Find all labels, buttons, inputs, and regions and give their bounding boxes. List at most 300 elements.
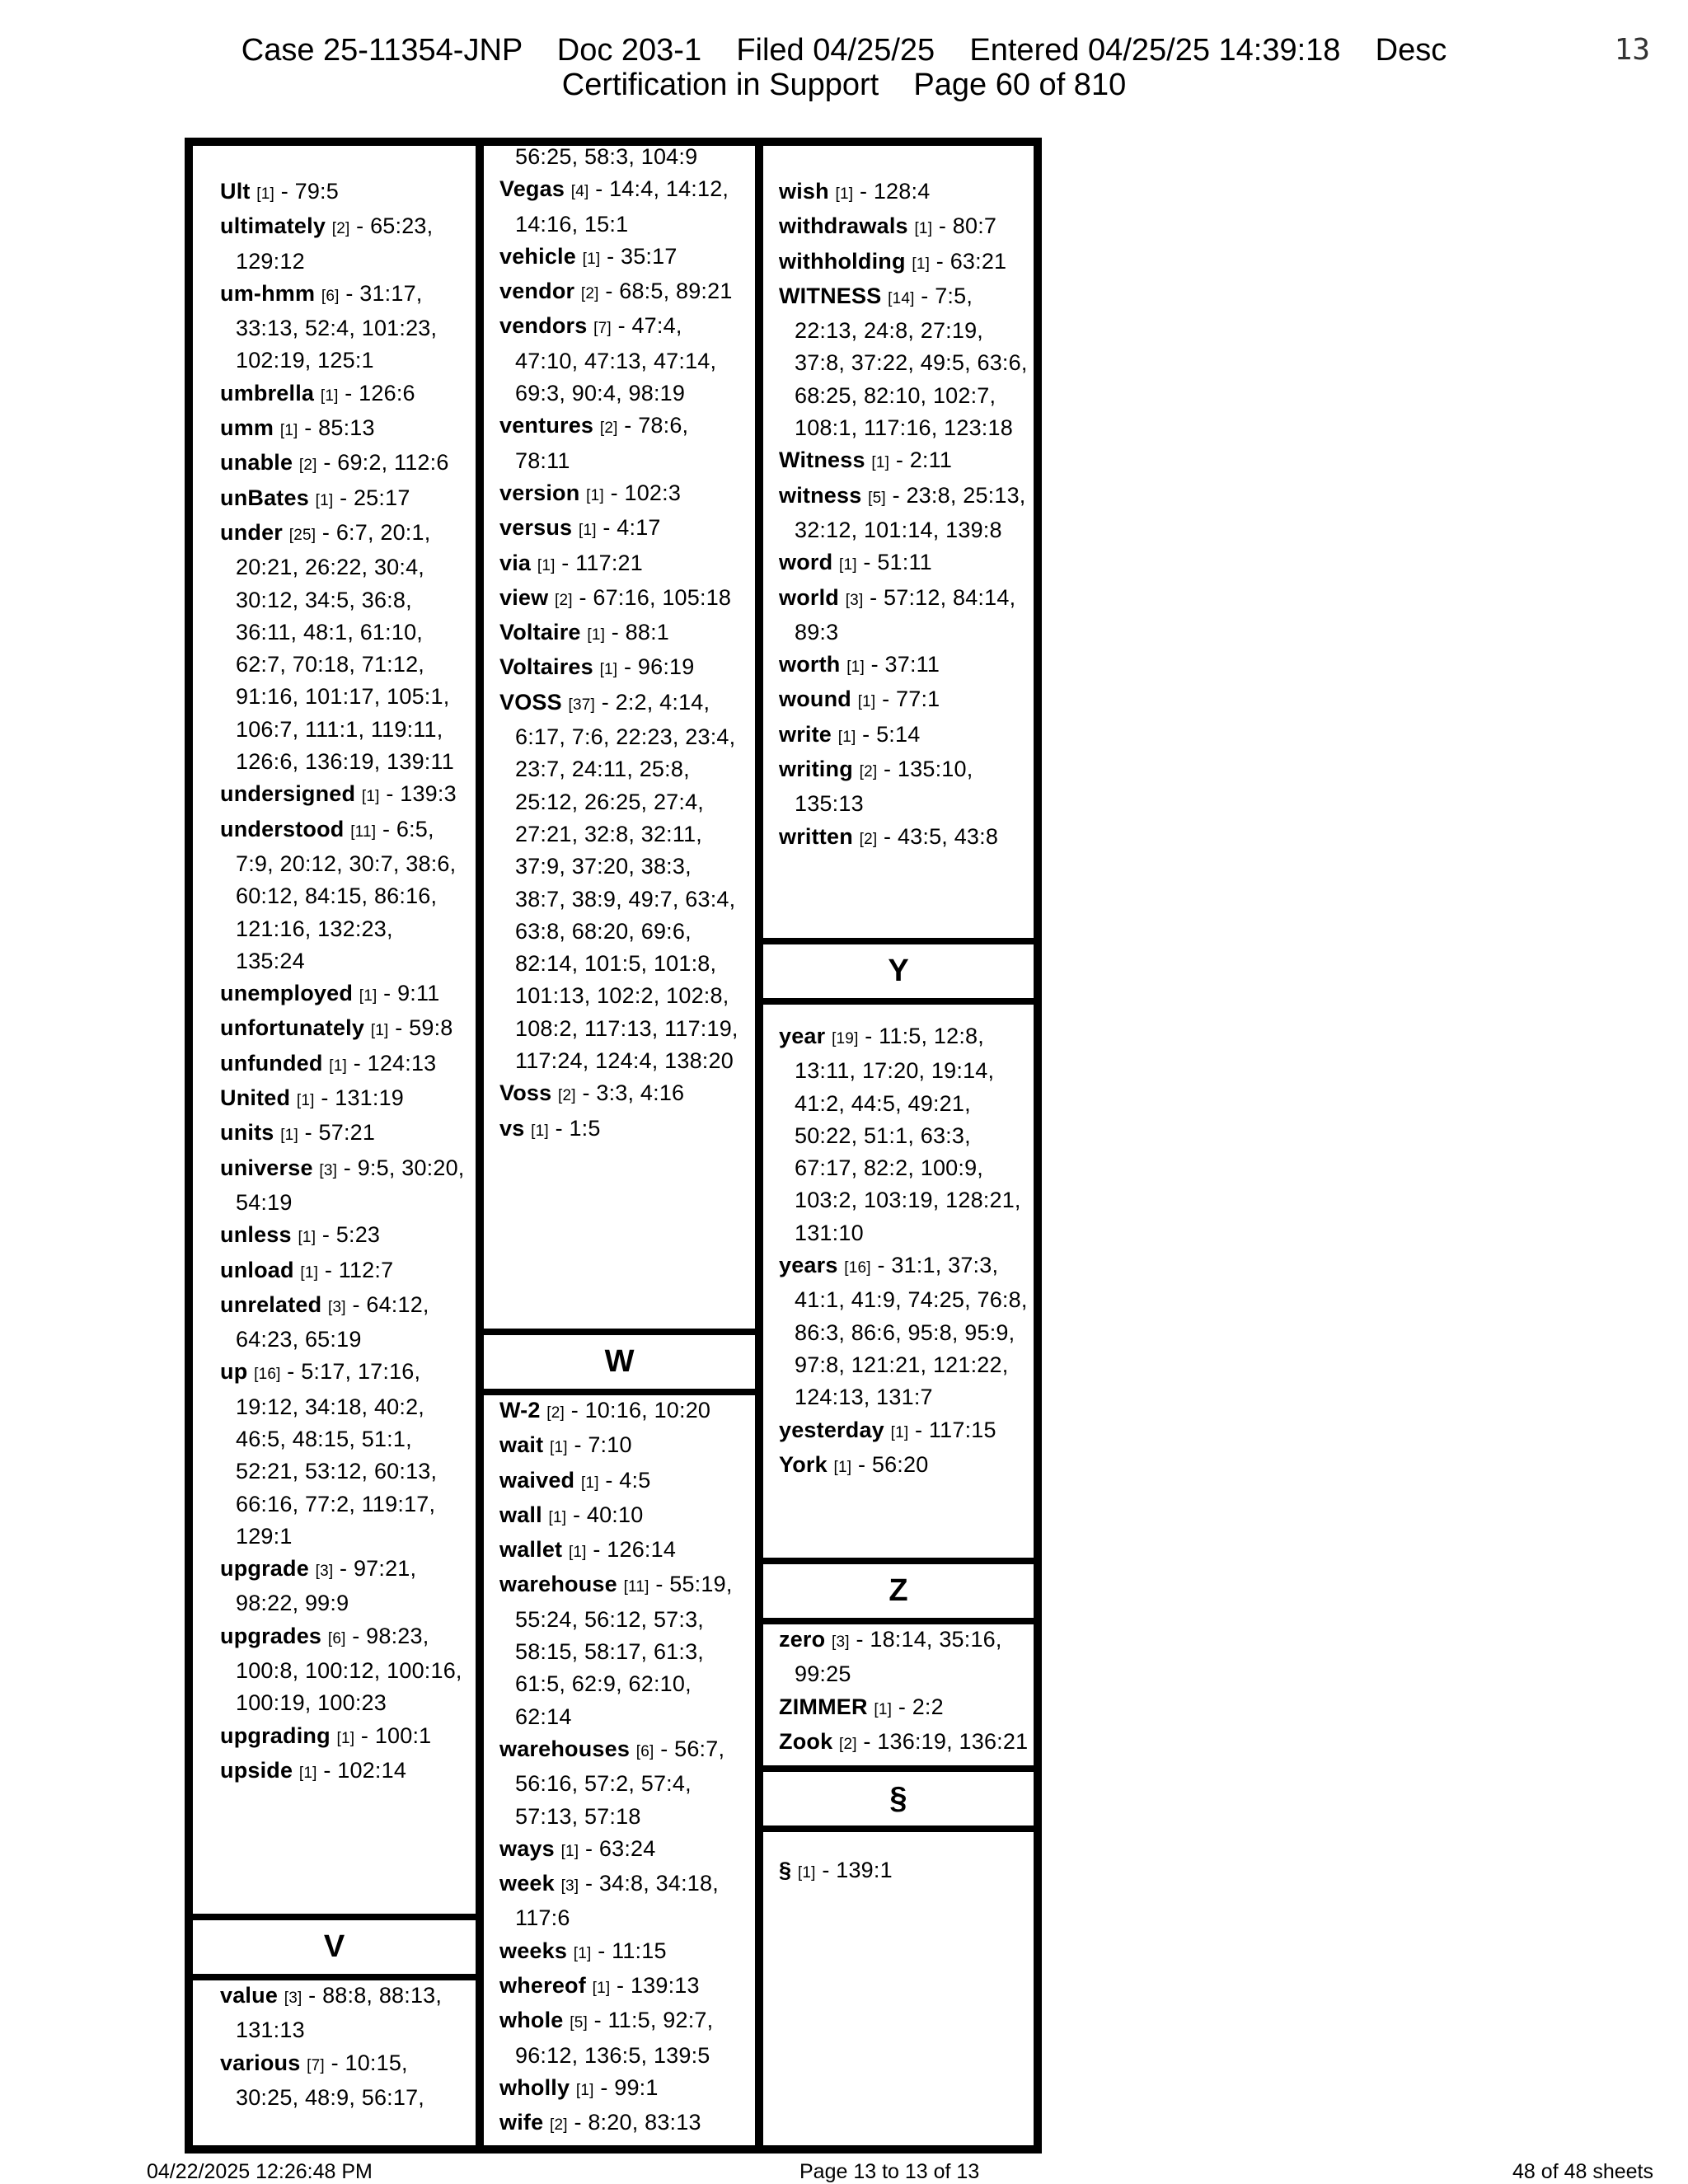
index-entry: [484, 1077, 748, 1112]
section-header-w: W: [484, 1329, 755, 1395]
index-refs: - 57:12, 84:14, 89:3: [795, 584, 1016, 644]
index-entry: [763, 546, 1035, 581]
footer-sheet-count: 48 of 48 sheets: [1512, 2160, 1653, 2183]
index-refs: - 97:21, 98:22, 99:9: [236, 1556, 417, 1616]
index-entry: [204, 1082, 468, 1117]
index-count: [1]: [573, 1944, 592, 1962]
index-count: [2]: [550, 2116, 568, 2135]
index-term: Voltaire: [499, 620, 581, 645]
index-entry: [484, 1868, 748, 1935]
index-refs: - 64:12, 64:23, 65:19: [236, 1291, 429, 1352]
index-entry: [204, 813, 468, 977]
index-refs: - 131:19: [314, 1085, 405, 1111]
index-entry: [484, 1970, 748, 2004]
index-entry: [204, 1620, 468, 1720]
index-count: [1]: [592, 1980, 611, 1998]
index-count: [1]: [914, 220, 933, 238]
index-term: unrelated: [220, 1291, 322, 1317]
index-count: [1]: [280, 1127, 298, 1145]
case-header-line1: Case 25-11354-JNP Doc 203-1 Filed 04/25/25 Entered 04/25/25 14:39:18 Desc: [241, 33, 1447, 68]
index-count: [16]: [844, 1259, 871, 1277]
index-entry: [484, 173, 748, 241]
case-header-line2: Certification in Support Page 60 of 810: [561, 68, 1127, 102]
index-refs: - 85:13: [298, 415, 375, 441]
index-count: [1]: [912, 255, 931, 273]
index-refs: - 40:10: [566, 1502, 644, 1527]
index-term: upside: [220, 1757, 293, 1783]
index-entry: [763, 1020, 1035, 1249]
index-entry: [204, 482, 468, 517]
index-refs: - 23:8, 25:13, 32:12, 101:14, 139:8: [795, 482, 1026, 542]
index-count: [7]: [593, 320, 612, 338]
index-term: umm: [220, 415, 274, 441]
index-count: [1]: [315, 491, 334, 509]
index-entry: [484, 275, 748, 310]
index-term: wound: [779, 687, 851, 712]
index-entry: [204, 1553, 468, 1620]
index-term: vendor: [499, 279, 575, 304]
index-entry: [763, 280, 1035, 444]
index-refs: - 25:17: [333, 485, 410, 510]
index-count: [1]: [548, 1508, 567, 1526]
index-refs: - 126:6: [338, 380, 415, 405]
index-entry: [763, 1414, 1035, 1449]
index-refs: - 56:20: [851, 1451, 929, 1477]
index-entry: [484, 1113, 748, 1147]
index-term: Voltaires: [499, 654, 593, 680]
index-entry: [763, 1854, 1035, 1889]
section-header-section-sign: §: [763, 1765, 1034, 1832]
index-count: [1]: [298, 1764, 317, 1782]
index-term: unload: [220, 1257, 294, 1282]
index-entry: [204, 447, 468, 481]
index-count: [1]: [575, 2081, 594, 2099]
index-entry: [763, 1691, 1035, 1726]
index-refs: - 69:2, 112:6: [316, 450, 449, 476]
footer-page-range: Page 13 to 13 of 13: [799, 2160, 980, 2183]
index-count: [1]: [582, 250, 601, 268]
index-entry: [204, 1152, 468, 1220]
index-term: zero: [779, 1627, 826, 1652]
index-entry: [204, 377, 468, 412]
index-term: word: [779, 550, 833, 575]
index-entry: [484, 2107, 748, 2141]
index-term: unable: [220, 450, 293, 476]
index-entry: [204, 210, 468, 278]
index-count: [1]: [537, 556, 556, 574]
index-term: week: [499, 1871, 555, 1896]
index-refs: - 34:8, 34:18, 117:6: [515, 1871, 719, 1931]
index-term: unemployed: [220, 981, 354, 1006]
index-refs: - 57:21: [298, 1120, 376, 1146]
index-entry: [204, 1254, 468, 1289]
index-term: wallet: [499, 1537, 563, 1563]
index-entry: [484, 2072, 748, 2107]
index-term: up: [220, 1359, 248, 1385]
index-entry: [204, 176, 468, 210]
index-term: Vegas: [499, 176, 565, 202]
index-term: via: [499, 550, 532, 575]
index-count: [7]: [307, 2056, 325, 2074]
index-entry: [204, 1117, 468, 1151]
index-count: [5]: [868, 489, 886, 507]
index-term: waived: [499, 1467, 575, 1493]
index-refs: - 47:4, 47:10, 47:13, 47:14, 69:3, 90:4, 98:19: [515, 313, 717, 406]
index-term: unless: [220, 1222, 292, 1248]
index-refs: - 99:1: [593, 2074, 659, 2100]
index-count: [2]: [839, 1735, 857, 1753]
index-refs: - 117:21: [555, 550, 643, 575]
index-refs: - 88:8, 88:13, 131:13: [236, 1983, 443, 2043]
index-term: units: [220, 1120, 274, 1146]
index-count: [1]: [578, 522, 597, 540]
index-refs: - 7:5, 22:13, 24:8, 27:19, 37:8, 37:22, 49:5, 63:6, 68:25, 82:10, 102:7, 108:1, 117:16, 123:18: [795, 283, 1028, 441]
column-divider-1: [476, 146, 484, 2145]
index-column-3-y: [763, 1020, 1035, 1483]
index-entry: [204, 1755, 468, 1789]
index-term: withdrawals: [779, 213, 908, 239]
index-term: yesterday: [779, 1417, 884, 1442]
index-entry: [204, 278, 468, 377]
index-term: whole: [499, 2008, 564, 2033]
index-refs: - 124:13: [347, 1050, 437, 1076]
index-refs: - 31:1, 37:3, 41:1, 41:9, 74:25, 76:8, 86:3, 86:6, 95:8, 95:9, 97:8, 121:21, 121:22, 124:13, 131:7: [795, 1253, 1028, 1410]
index-term: various: [220, 2050, 301, 2075]
section-header-z: Z: [763, 1558, 1034, 1624]
index-count: [1]: [256, 185, 275, 203]
index-count: [3]: [284, 1990, 302, 2007]
index-count: [1]: [359, 987, 377, 1005]
index-term: worth: [779, 652, 841, 677]
index-count: [1]: [871, 454, 890, 472]
index-count: [1]: [279, 422, 298, 440]
index-entry: [484, 1568, 748, 1732]
index-term: value: [220, 1983, 279, 2008]
index-term: undersigned: [220, 781, 356, 807]
index-term: vehicle: [499, 243, 576, 269]
index-count: [1]: [835, 185, 854, 203]
index-count: [1]: [857, 693, 876, 711]
index-count: [5]: [570, 2014, 588, 2032]
index-entry: [484, 616, 748, 651]
index-entry: [484, 241, 748, 275]
index-refs: - 88:1: [605, 620, 670, 645]
index-entry: [484, 1499, 748, 1534]
index-term: upgrades: [220, 1623, 322, 1648]
index-refs: - 1:5: [548, 1115, 601, 1141]
index-term: witness: [779, 482, 862, 508]
index-count: [1]: [587, 626, 606, 644]
index-count: [1]: [336, 1729, 355, 1747]
index-count: [1]: [568, 1544, 587, 1562]
index-count: [14]: [888, 289, 915, 307]
index-entry: [484, 1733, 748, 1833]
index-entry: [484, 1429, 748, 1464]
index-refs: - 139:13: [610, 1973, 700, 1999]
index-refs: - 139:3: [379, 781, 457, 807]
index-refs: - 7:10: [567, 1432, 632, 1458]
index-entry: [484, 651, 748, 686]
index-refs: - 68:5, 89:21: [598, 279, 733, 304]
index-entry: [204, 1047, 468, 1082]
index-entry: [763, 176, 1035, 210]
index-count: [1]: [329, 1057, 348, 1075]
index-refs: - 18:14, 35:16, 99:25: [795, 1627, 1002, 1687]
index-term: version: [499, 480, 580, 505]
index-refs: - 6:7, 20:1, 20:21, 26:22, 30:4, 30:12, 34:5, 36:8, 36:11, 48:1, 61:10, 62:7, 70:18, 71:12, 91:16, 101:17, 105:1, 106:7, 111:1, 119:11, 126:6, 136:19, 139:11: [236, 519, 454, 775]
index-count: [16]: [254, 1366, 281, 1384]
index-refs: - 31:17, 33:13, 52:4, 101:23, 102:19, 125:1: [236, 280, 438, 373]
index-refs: - 6:5, 7:9, 20:12, 30:7, 38:6, 60:12, 84:15, 86:16, 121:16, 132:23, 135:24: [236, 816, 457, 973]
index-term: ultimately: [220, 213, 326, 239]
index-entry: [204, 1980, 468, 2047]
index-refs: - 10:16, 10:20: [565, 1398, 711, 1422]
index-count: [3]: [315, 1563, 334, 1581]
section-header-y: Y: [763, 938, 1034, 1005]
index-count: [1]: [837, 728, 856, 746]
index-refs: - 51:11: [856, 550, 932, 575]
index-entry: [763, 210, 1035, 245]
index-count: [1]: [874, 1700, 893, 1718]
index-entry: [484, 141, 748, 173]
index-entry: [204, 1356, 468, 1553]
index-refs: - 4:17: [596, 515, 661, 541]
index-term: ventures: [499, 413, 594, 438]
index-count: [1]: [361, 788, 380, 806]
index-term: world: [779, 584, 839, 610]
index-count: [37]: [568, 696, 596, 714]
index-term: Voss: [499, 1080, 552, 1106]
index-refs: - 3:3, 4:16: [575, 1080, 685, 1106]
index-entry: [204, 1289, 468, 1357]
index-count: [2]: [859, 830, 878, 848]
index-count: [1]: [550, 1439, 568, 1457]
index-term: wish: [779, 179, 829, 204]
index-entry: [204, 1720, 468, 1755]
page-number: 13: [1614, 33, 1650, 67]
index-term: vs: [499, 1115, 525, 1141]
index-entry: [484, 1534, 748, 1568]
index-count: [1]: [580, 1474, 599, 1492]
index-term: unfortunately: [220, 1015, 365, 1041]
index-count: [2]: [599, 419, 618, 438]
index-entry: [204, 778, 468, 813]
index-count: [1]: [531, 1122, 549, 1140]
index-count: [11]: [350, 823, 377, 841]
index-term: United: [220, 1085, 291, 1111]
index-term: weeks: [499, 1938, 568, 1963]
column-divider-2: [755, 146, 763, 2145]
index-entry: [763, 821, 1035, 855]
index-count: [19]: [832, 1030, 859, 1047]
index-count: [1]: [797, 1864, 816, 1882]
index-entry: [484, 547, 748, 582]
index-count: [2]: [558, 1087, 576, 1105]
index-term: wholly: [499, 2074, 570, 2100]
index-entry: [204, 2047, 468, 2115]
index-term: wife: [499, 2110, 544, 2135]
index-entry: [763, 1624, 1035, 1691]
index-entry: [484, 410, 748, 477]
index-refs: - 9:5, 30:20, 54:19: [236, 1155, 465, 1215]
index-term: whereof: [499, 1973, 586, 1999]
index-term: ways: [499, 1835, 555, 1861]
index-refs: - 100:1: [354, 1722, 432, 1748]
index-count: [1]: [300, 1263, 319, 1282]
index-term: ZIMMER: [779, 1694, 868, 1719]
index-refs: - 98:23, 100:8, 100:12, 100:16, 100:19, 100:23: [236, 1623, 462, 1716]
index-entry: [763, 683, 1035, 718]
index-refs: - 79:5: [274, 179, 339, 204]
index-refs: - 8:20, 83:13: [567, 2110, 701, 2135]
index-term: write: [779, 721, 832, 747]
index-term: wall: [499, 1502, 542, 1527]
index-term: Ult: [220, 179, 251, 204]
index-refs: - 9:11: [377, 981, 440, 1006]
index-count: [25]: [288, 526, 316, 544]
index-refs: - 126:14: [586, 1537, 677, 1563]
index-count: [1]: [890, 1423, 909, 1441]
index-term: upgrade: [220, 1556, 309, 1582]
index-refs: - 4:5: [598, 1467, 651, 1493]
index-entry: [204, 1012, 468, 1047]
index-count: [2]: [859, 763, 878, 781]
index-column-3-section-sign: [763, 1854, 1035, 1889]
index-count: [2]: [580, 285, 599, 303]
index-refs: - 135:10, 135:13: [795, 757, 973, 817]
index-count: [6]: [635, 1742, 654, 1760]
index-count: [1]: [320, 387, 339, 405]
index-refs: - 37:11: [864, 652, 940, 677]
index-count: [3]: [328, 1298, 346, 1316]
index-count: [6]: [327, 1629, 346, 1647]
index-term: §: [779, 1858, 792, 1882]
index-refs: - 102:3: [603, 480, 682, 505]
index-term: writing: [779, 757, 853, 782]
index-term: warehouse: [499, 1572, 617, 1597]
index-entry: [763, 444, 1035, 479]
index-refs: - 55:19, 55:24, 56:12, 57:3, 58:15, 58:17, 61:3, 61:5, 62:9, 62:10, 62:14: [515, 1572, 733, 1729]
index-entry: [484, 512, 748, 546]
index-term: warehouses: [499, 1736, 631, 1761]
index-entry: [484, 477, 748, 512]
index-refs: - 102:14: [316, 1757, 407, 1783]
index-refs: - 43:5, 43:8: [877, 823, 999, 849]
index-entry: [763, 1249, 1035, 1413]
index-term: under: [220, 519, 284, 545]
index-count: [1]: [599, 661, 618, 679]
index-count: [1]: [833, 1458, 852, 1476]
index-refs: - 65:23, 129:12: [236, 213, 434, 274]
index-count: [3]: [319, 1161, 338, 1179]
index-refs: - 80:7: [932, 213, 997, 239]
index-entry: [484, 1833, 748, 1868]
index-count: [2]: [298, 457, 317, 475]
index-term: upgrading: [220, 1722, 331, 1748]
index-refs: - 139:1: [815, 1858, 893, 1882]
index-term: Zook: [779, 1728, 833, 1754]
section-header-v: V: [193, 1914, 476, 1980]
index-term: years: [779, 1253, 838, 1278]
index-count: [11]: [623, 1578, 649, 1596]
index-term: York: [779, 1451, 828, 1477]
index-entry: [204, 412, 468, 447]
index-entry: [763, 753, 1035, 821]
index-term: written: [779, 823, 853, 849]
index-term: umbrella: [220, 380, 315, 405]
index-count: [4]: [570, 183, 589, 201]
index-count: [2]: [555, 591, 573, 609]
index-term: vendors: [499, 313, 588, 339]
index-entry: [763, 246, 1035, 280]
index-refs: - 63:21: [930, 248, 1007, 274]
index-count: [6]: [321, 287, 340, 305]
index-entry: [204, 977, 468, 1012]
index-term: universe: [220, 1155, 313, 1180]
index-refs: - 2:2, 4:14, 6:17, 7:6, 22:23, 23:4, 23:7, 24:11, 25:8, 25:12, 26:25, 27:4, 27:21, 32:8, 32:11, 37:9, 37:20, 38:3, 38:7, 38:9, 49:7, 63:4, 63:8, 68:20, 69:6, 82:14, 101:5, 101:8, 101:13, 102:2, 102:8, 108:2, 117:13, 117:19, 117:24, 124:4, 138:20: [515, 689, 738, 1074]
index-entry: [484, 2004, 748, 2072]
index-refs: - 14:4, 14:12, 14:16, 15:1: [515, 176, 729, 237]
index-refs: - 128:4: [853, 179, 931, 204]
index-column-1-top: [204, 176, 468, 1789]
footer-timestamp: 04/22/2025 12:26:48 PM: [147, 2160, 373, 2183]
index-refs: 56:25, 58:3, 104:9: [515, 144, 698, 169]
index-refs: - 77:1: [875, 687, 940, 712]
index-count: [3]: [845, 591, 864, 609]
index-entry: [484, 687, 748, 1078]
index-refs: - 67:16, 105:18: [572, 584, 732, 610]
index-refs: - 5:23: [316, 1222, 381, 1248]
index-count: [1]: [560, 1842, 579, 1860]
index-entry: [763, 1726, 1035, 1760]
index-term: year: [779, 1024, 826, 1048]
index-count: [1]: [846, 658, 865, 677]
index-refs: - 59:8: [388, 1015, 453, 1041]
index-column-2-bottom: [484, 1394, 748, 2142]
index-count: [2]: [331, 220, 350, 238]
index-refs: - 10:15, 30:25, 48:9, 56:17,: [236, 2050, 424, 2110]
index-term: W-2: [499, 1398, 541, 1422]
index-refs: - 63:24: [579, 1835, 656, 1861]
index-refs: - 35:17: [600, 243, 678, 269]
index-term: WITNESS: [779, 283, 882, 308]
index-term: understood: [220, 816, 345, 841]
index-entry: [763, 582, 1035, 649]
index-refs: - 11:15: [591, 1938, 667, 1963]
index-count: [1]: [839, 556, 857, 574]
index-count: [1]: [296, 1092, 315, 1110]
index-entry: [204, 1219, 468, 1254]
index-entry: [484, 1465, 748, 1499]
index-entry: [484, 1394, 748, 1429]
index-refs: - 112:7: [318, 1257, 394, 1282]
index-count: [3]: [560, 1877, 579, 1896]
index-refs: - 136:19, 136:21: [856, 1728, 1029, 1754]
index-term: withholding: [779, 248, 906, 274]
index-entry: [484, 1935, 748, 1970]
index-term: unBates: [220, 485, 309, 510]
index-refs: - 2:11: [889, 448, 953, 473]
index-refs: - 2:2: [892, 1694, 944, 1719]
index-count: [1]: [370, 1022, 389, 1040]
index-refs: - 11:5, 92:7, 96:12, 136:5, 139:5: [515, 2008, 714, 2068]
index-count: [2]: [546, 1404, 565, 1422]
index-column-2-top: [484, 141, 748, 1147]
index-refs: - 11:5, 12:8, 13:11, 17:20, 19:14, 41:2, 44:5, 49:21, 50:22, 51:1, 63:3, 67:17, 82:2, 100:9, 103:2, 103:19, 128:21, 131:10: [795, 1024, 1021, 1245]
index-term: wait: [499, 1432, 544, 1458]
index-refs: - 5:14: [856, 721, 921, 747]
index-term: um-hmm: [220, 280, 316, 306]
